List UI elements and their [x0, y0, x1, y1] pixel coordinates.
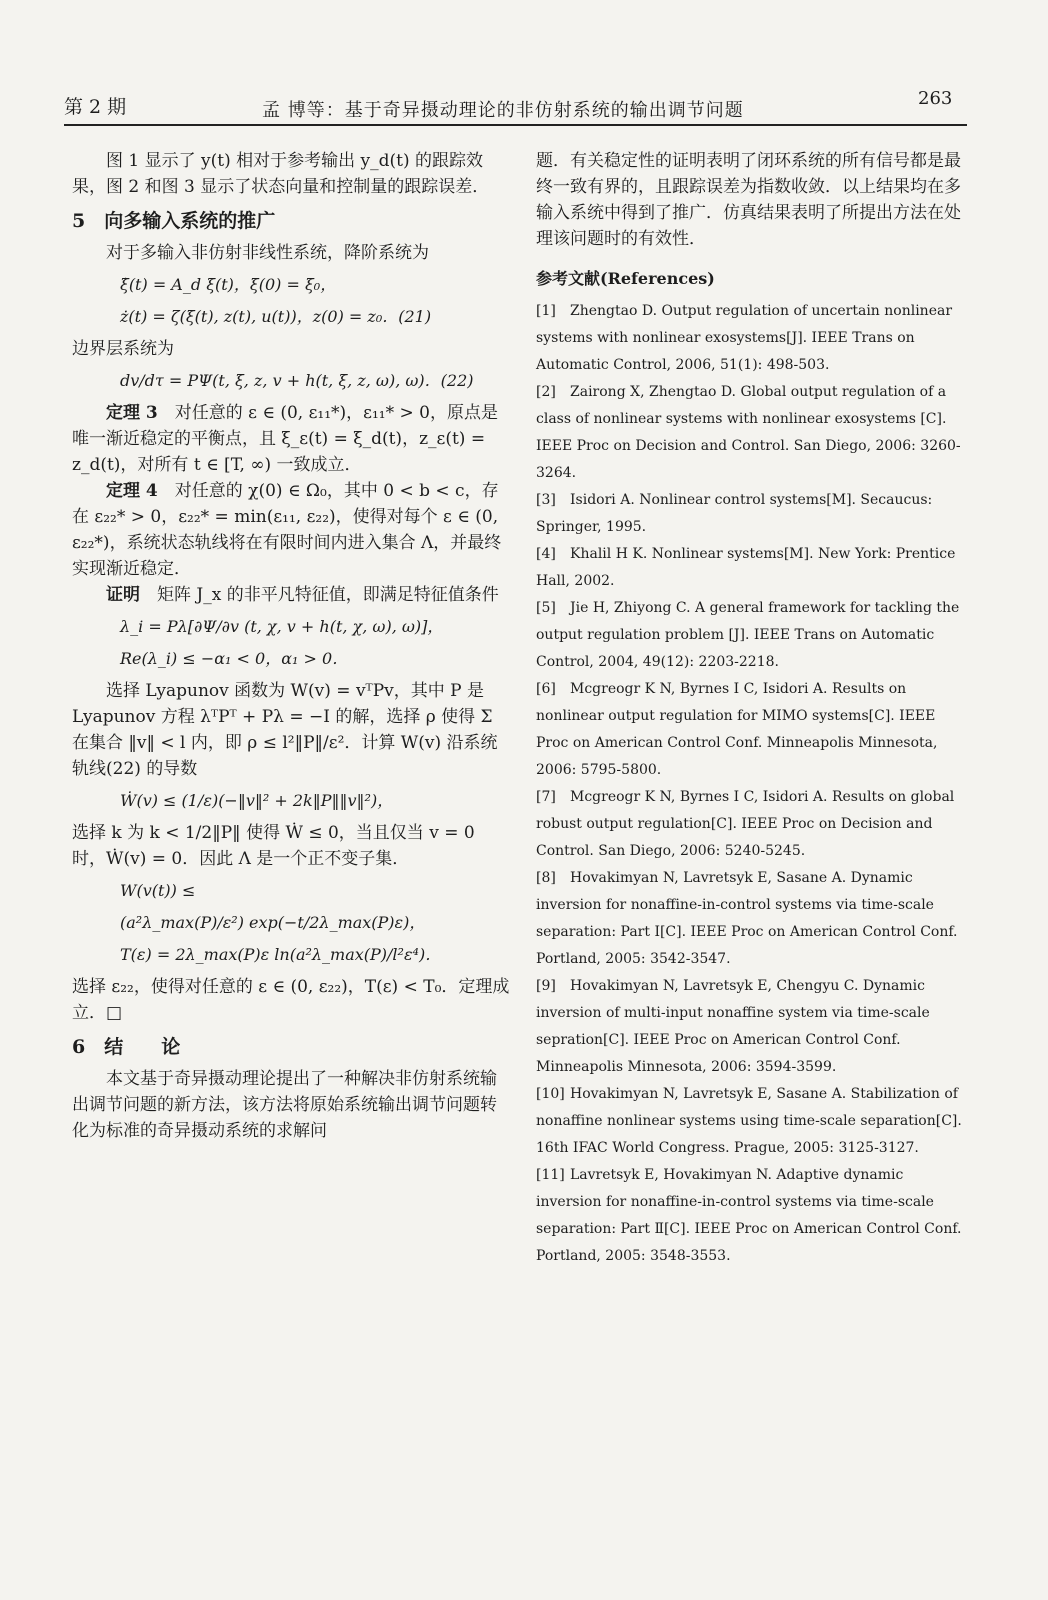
reference-number: [10] — [536, 1086, 565, 1102]
reference-number: [6] — [536, 681, 556, 697]
proof-label: 证明 — [106, 585, 140, 605]
paragraph: 图 1 显示了 y(t) 相对于参考输出 y_d(t) 的跟踪效果，图 2 和图 3 显示了状态向量和控制量的跟踪误差． — [72, 151, 490, 197]
reference-text: Hovakimyan N, Lavretsyk E, Sasane A. Stabilization of nonaffine nonlinear systems using time-scale separation[C]. 16th IFAC World Congress. Prague, 2005: 3125-3127. — [536, 1086, 962, 1156]
reference-text: Mcgreogr K N, Byrnes I C, Isidori A. Results on nonlinear output regulation for MIMO systems[C]. IEEE Proc on American Control Conf. Minneapolis Minnesota, 2006: 5795-5800. — [536, 681, 938, 778]
reference-item — [536, 784, 964, 865]
reference-number: [8] — [536, 870, 556, 886]
reference-text: Jie H, Zhiyong C. A general framework for tackling the output regulation problem [J]. IEEE Trans on Automatic Control, 2004, 49(12): 2203-2218. — [536, 600, 960, 670]
reference-item — [536, 595, 964, 676]
section-heading: 5 向多输入系统的推广 — [72, 210, 276, 232]
section-heading: 6 结 论 — [72, 1036, 181, 1058]
reference-number: [1] — [536, 303, 556, 319]
left-column — [72, 148, 512, 1144]
paragraph: 题．有关稳定性的证明表明了闭环系统的所有信号都是最终一致有界的，且跟踪误差为指数收敛．以上结果均在多输入系统中得到了推广．仿真结果表明了所提出方法在处理该问题时的有效性． — [536, 151, 961, 249]
reference-item — [536, 541, 964, 595]
reference-text: Zhengtao D. Output regulation of uncertain nonlinear systems with nonlinear exosystems[J]. IEEE Trans on Automatic Control, 2006, 51(1): 498-503. — [536, 303, 953, 373]
reference-number: [3] — [536, 492, 556, 508]
reference-number: [4] — [536, 546, 556, 562]
proof — [72, 582, 512, 608]
reference-text: Zairong X, Zhengtao D. Global output regulation of a class of nonlinear systems with nonlinear exosystems [C]. IEEE Proc on Decision and Control. San Diego, 2006: 3260-3264. — [536, 384, 961, 481]
theorem — [72, 478, 512, 582]
theorem-label: 定理 4 — [106, 481, 158, 501]
right-column — [536, 148, 964, 1270]
reference-item — [536, 298, 964, 379]
header-rule — [64, 124, 967, 126]
equation: Ẇ(v) ≤ (1/ε)(−‖v‖² + 2k‖P‖‖v‖²)， — [120, 791, 394, 810]
equation: (a²λ_max(P)/ε²) exp(−t/2λ_max(P)ε)， — [120, 913, 426, 932]
reference-item — [536, 1162, 964, 1270]
equation: W(v(t)) ≤ — [120, 881, 196, 900]
reference-item — [536, 379, 964, 487]
paragraph: 选择 k 为 k < 1/2‖P‖ 使得 Ẇ ≤ 0，当且仅当 v = 0 时，Ẇ(v) = 0．因此 Λ 是一个正不变子集． — [72, 823, 475, 869]
reference-number: [7] — [536, 789, 556, 805]
reference-list — [536, 298, 964, 1270]
page-number: 263 — [918, 88, 953, 109]
reference-text: Hovakimyan N, Lavretsyk E, Sasane A. Dynamic inversion for nonaffine-in-control systems via time-scale separation: Part Ⅰ[C]. IEEE Proc on American Control Conf. Portland, 2005: 3542-3547. — [536, 870, 958, 967]
issue-label: 第 2 期 — [64, 96, 127, 118]
paragraph: 选择 Lyapunov 函数为 W(v) = vᵀPv，其中 P 是 Lyapunov 方程 λᵀPᵀ + Pλ = −I 的解，选择 ρ 使得 Σ 在集合 ‖v‖ < l 内，即 ρ ≤ l²‖P‖/ε²．计算 W(v) 沿系统轨线(22) 的导数 — [72, 681, 498, 779]
theorem-label: 定理 3 — [106, 403, 158, 423]
equation: λ_i = Pλ[∂Ψ/∂v (t, χ, v + h(t, χ, ω), ω)]， — [120, 617, 444, 636]
reference-item — [536, 865, 964, 973]
reference-number: [11] — [536, 1167, 565, 1183]
reference-text: Hovakimyan N, Lavretsyk E, Chengyu C. Dynamic inversion of multi-input nonaffine system via time-scale sepration[C]. IEEE Proc on American Control Conf. Minneapolis Minnesota, 2006: 3594-3599. — [536, 978, 930, 1075]
equation: Re(λ_i) ≤ −α₁ < 0，α₁ > 0． — [120, 649, 349, 668]
paragraph: 对于多输入非仿射非线性系统，降阶系统为 — [106, 243, 429, 263]
paragraph: 本文基于奇异摄动理论提出了一种解决非仿射系统输出调节问题的新方法，该方法将原始系统输出调节问题转化为标准的奇异摄动系统的求解问 — [72, 1069, 497, 1141]
equation: T(ε) = 2λ_max(P)ε ln(a²λ_max(P)/l²ε⁴)． — [120, 945, 442, 964]
reference-text: Khalil H K. Nonlinear systems[M]. New York: Prentice Hall, 2002. — [536, 546, 956, 589]
running-title: 孟 博等：基于奇异摄动理论的非仿射系统的输出调节问题 — [262, 100, 744, 121]
reference-text: Lavretsyk E, Hovakimyan N. Adaptive dynamic inversion for nonaffine-in-control systems via time-scale separation: Part Ⅱ[C]. IEEE Proc on American Control Conf. Portland, 2005: 3548-3553. — [536, 1167, 962, 1264]
paragraph: 边界层系统为 — [72, 339, 174, 359]
paragraph: 选择 ε₂₂，使得对任意的 ε ∈ (0, ε₂₂)，T(ε) < T₀．定理成立．□ — [72, 977, 510, 1023]
references-heading: 参考文献(References) — [536, 269, 715, 288]
equation: dv/dτ = PΨ(t, ξ, z, v + h(t, ξ, z, ω), ω)．(22) — [120, 371, 474, 390]
theorem — [72, 400, 512, 478]
reference-item — [536, 973, 964, 1081]
reference-item — [536, 676, 964, 784]
equation: ż(t) = ζ(ξ(t), z(t), u(t))，z(0) = z₀．(21) — [120, 307, 432, 326]
equation: ξ̇(t) = A_d ξ(t)，ξ(0) = ξ₀， — [120, 275, 337, 294]
reference-item — [536, 1081, 964, 1162]
theorem-text: 对任意的 ε ∈ (0, ε₁₁*)，ε₁₁* > 0，原点是唯一渐近稳定的平衡点，且 ξ_ε(t) = ξ_d(t)，z_ε(t) = z_d(t)，对所有 t ∈ [T, ∞) 一致成立． — [72, 403, 498, 475]
reference-text: Isidori A. Nonlinear control systems[M]. Secaucus: Springer, 1995. — [536, 492, 933, 535]
proof-text: 矩阵 J_x 的非平凡特征值，即满足特征值条件 — [157, 585, 499, 605]
reference-number: [9] — [536, 978, 556, 994]
reference-number: [5] — [536, 600, 556, 616]
reference-text: Mcgreogr K N, Byrnes I C, Isidori A. Results on global robust output regulation[C]. IEEE Proc on Decision and Control. San Diego, 2006: 5240-5245. — [536, 789, 955, 859]
theorem-text: 对任意的 χ(0) ∈ Ω₀，其中 0 < b < c，存在 ε₂₂* > 0，ε₂₂* = min(ε₁₁, ε₂₂)，使得对每个 ε ∈ (0, ε₂₂*)，系统状态轨线将在有限时间内进入集合 Λ，并最终实现渐近稳定． — [72, 481, 502, 579]
reference-number: [2] — [536, 384, 556, 400]
reference-item — [536, 487, 964, 541]
